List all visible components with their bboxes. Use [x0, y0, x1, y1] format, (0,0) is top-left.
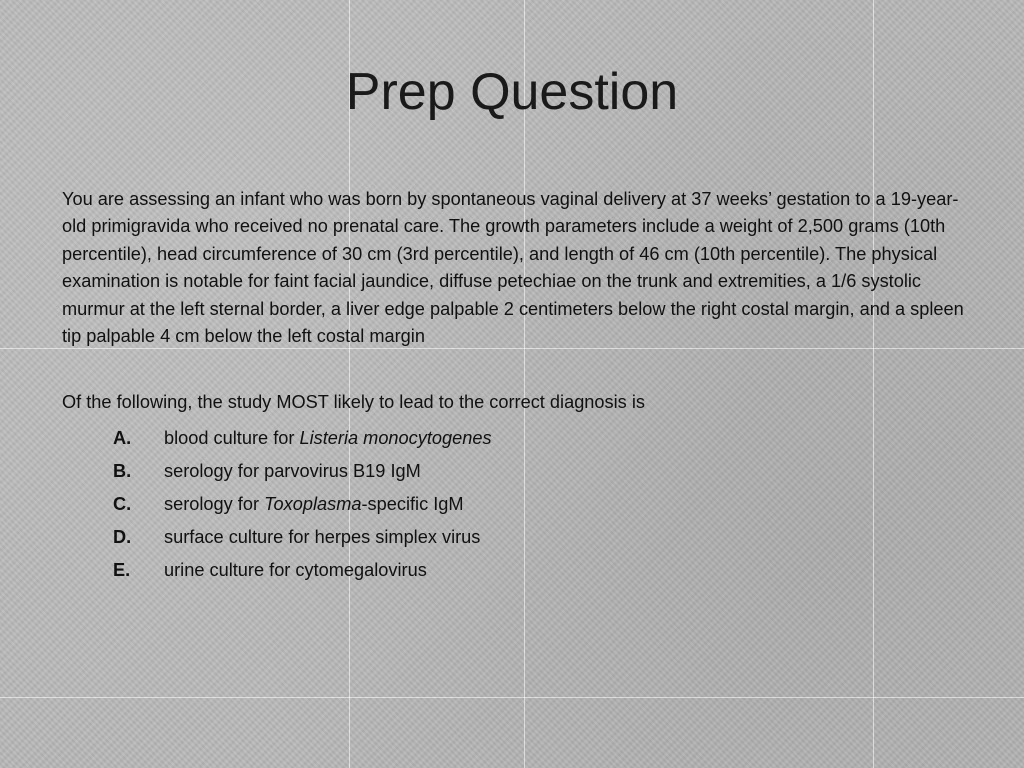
- option-letter: E.: [113, 560, 131, 581]
- answer-option-b: [62, 455, 967, 488]
- answer-option-c: [62, 488, 967, 521]
- option-letter: C.: [113, 494, 132, 515]
- option-text: surface culture for herpes simplex virus: [164, 527, 481, 548]
- answer-option-a: [62, 422, 967, 455]
- option-letter: A.: [113, 428, 132, 449]
- option-text: blood culture for Listeria monocytogenes: [164, 428, 492, 449]
- answer-option-d: [62, 521, 967, 554]
- question-stem: You are assessing an infant who was born by spontaneous vaginal delivery at 37 weeks’ gestation to a 19-year-old primigravida who received no prenatal care. The growth parameters include a weight of 2,500 grams (10th percentile), head circumference of 30 cm (3rd percentile), and length of 46 cm (10th percentile). The physical examination is notable for faint facial jaundice, diffuse petechiae on the trunk and extremities, a 1/6 systolic murmur at the left sternal border, a liver edge palpable 2 centimeters below the right costal margin, and a spleen tip palpable 4 cm below the left costal margin: [62, 189, 964, 347]
- answer-option-e: [62, 554, 967, 587]
- option-letter: D.: [113, 527, 132, 548]
- background-grid-line: [0, 697, 1024, 698]
- option-letter: B.: [113, 461, 132, 482]
- answer-options: [62, 422, 967, 587]
- option-text: urine culture for cytomegalovirus: [164, 560, 427, 581]
- option-text: serology for parvovirus B19 IgM: [164, 461, 421, 482]
- question-content: [62, 186, 967, 587]
- question-lead: Of the following, the study MOST likely to lead to the correct diagnosis is: [62, 392, 645, 413]
- slide-title: Prep Question: [345, 63, 679, 121]
- option-text: serology for Toxoplasma-specific IgM: [164, 494, 464, 515]
